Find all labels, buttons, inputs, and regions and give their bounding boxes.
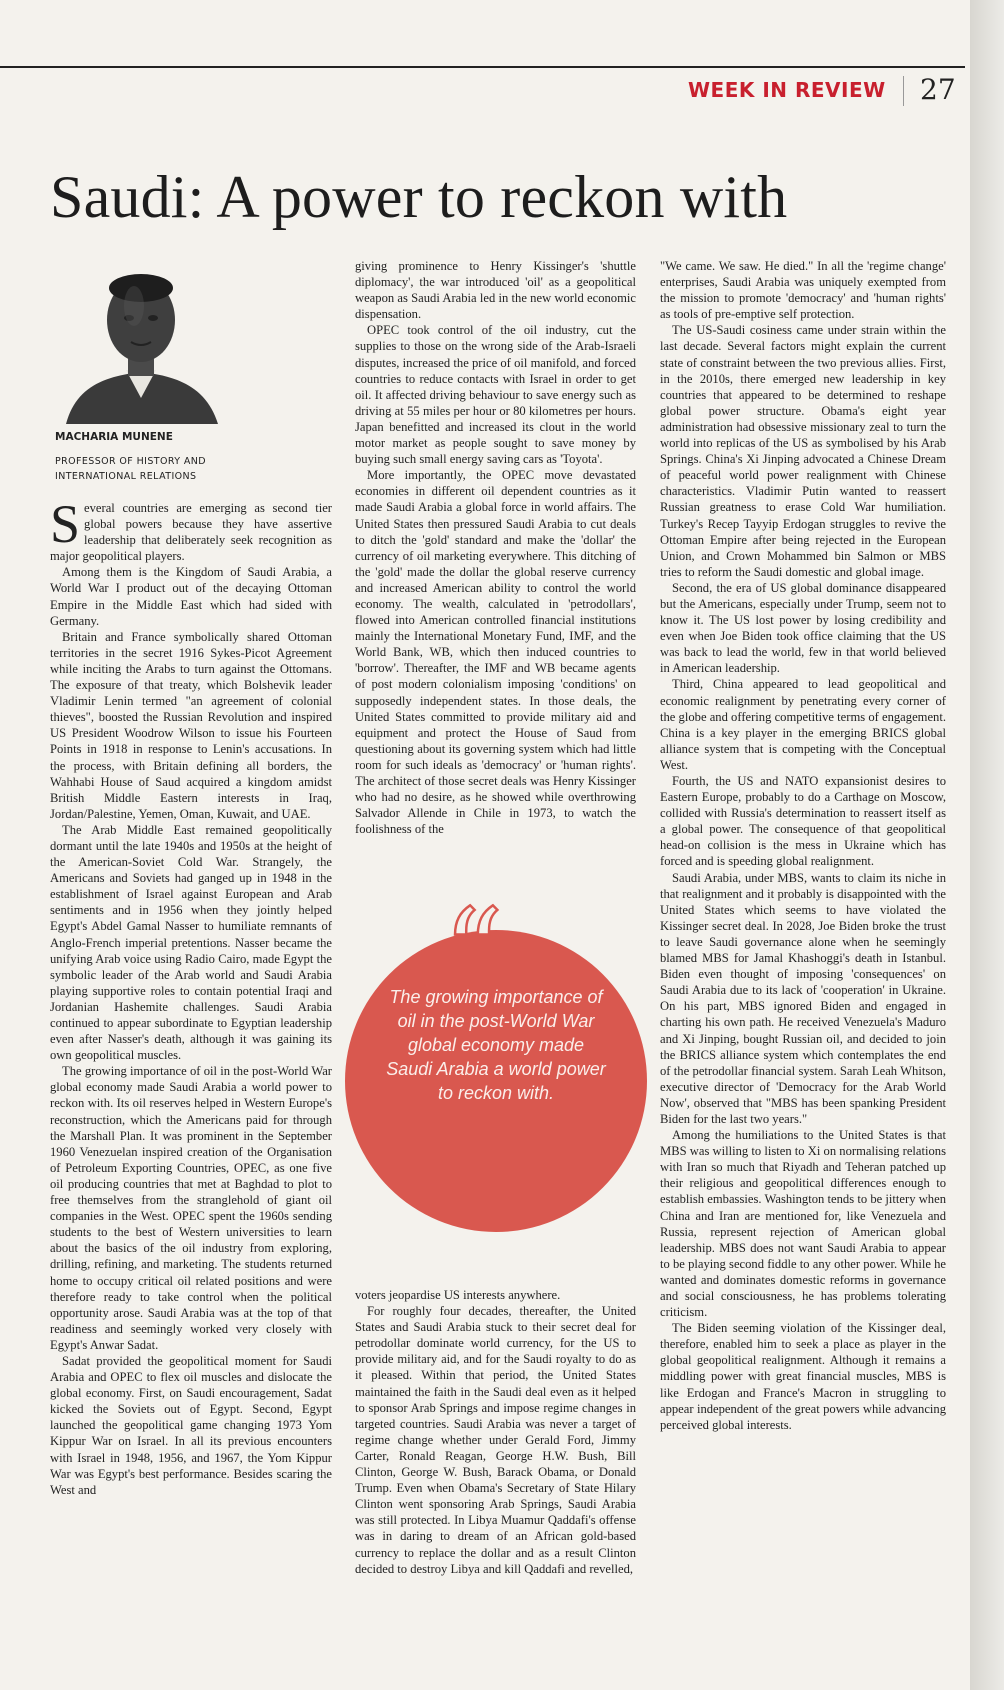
paragraph: For roughly four decades, thereafter, the United States and Saudi Arabia stuck to their secret deal for petrodollar dominate world currency, for the US to provide military aid, and for the Saudi royalty to do as it pleased. Within that period, the United States maintained the faith in the Saudi deal even as it helped to sponsor Arab Springs and impose regime changes in targeted countries. Saudi Arabia was never a target of regime change whether under Gerald Ford, Jimmy Carter, Ronald Reagan, George H.W. Bush, Bill Clinton, George W. Bush, Barack Obama, or Donald Trump. Even when Obama's Secretary of State Hilary Clinton went sponsoring Arab Springs, Saudi Arabia was still protected. In Libya Muamur Qaddafi's offense was in daring to dream of an African gold-based currency to replace the dollar and as a result Clinton decided to destroy Libya and kill Qaddafi and revelled, — [355, 1304, 636, 1576]
page-number: 27 — [920, 73, 956, 106]
article-column-1 — [50, 494, 332, 1498]
paragraph: More importantly, the OPEC move devastated economies in different oil dependent countries as it made Saudi Arabia a global force in world affairs. The United States then pressured Saudi Arabia to cut deals to ditch the 'gold' standard and make the 'dollar' the currency of oil marketing everywhere. This ditching of the 'gold' made the dollar the global reserve currency and increased American ability to control the world economy. The wealth, calculated in 'petrodollars', flowed into American controlled financial institutions mainly the International Monetary Fund, IMF, and the World Bank, WB, which then induced countries to 'borrow'. Thereafter, the IMF and WB became agents of post modern colonialism imposing 'conditions' on supposedly independent states. In those deals, the United States committed to provide military aid and equipment and protect the House of Saud from questioning about its governing system which had little room for such ideals as 'democracy' or 'human rights'. The architect of those secret deals was Henry Kissinger who had no desire, as he showed while overthrowing Salvador Allende in Chile in 1973, to watch the foolishness of the — [355, 468, 636, 837]
paragraph: Sadat provided the geopolitical moment for Saudi Arabia and OPEC to flex oil muscles and dislocate the global economy. First, on Saudi encouragement, Sadat kicked the Soviets out of Egypt. Second, Egypt launched the geopolitical game changing 1973 Yom Kippur War on Israel. In all its previous encounters with Israel in 1948, 1956, and 1967, the Yom Kippur War was Egypt's best performance. Besides scaring the West and — [50, 1353, 332, 1497]
paragraph: Saudi Arabia, under MBS, wants to claim its niche in that realignment and it probably is disappointed with the United States which seems to have violated the Kissinger secret deal. In 2028, Joe Biden broke the trust to leave Saudi governance alone when he seemingly blamed MBS for Jamal Khashoggi's death in Istanbul. Biden even thought of imposing 'consequences' on Saudi Arabia due to its lack of 'cooperation' in Ukraine. On his part, MBS ignored Biden and engaged in charting his own path. He received Venezuela's Maduro and Xi Jinping, bought Russian oil, and decided to join the BRICS alliance system which contemplates the end of the petrodollar financial system. Sarah Leah Whitson, executive director of 'Democracy for the Arab World Now', observed that "MBS has been spanking President Biden for the last two years." — [660, 870, 946, 1126]
paragraph: "We came. We saw. He died." In all the 'regime change' enterprises, Saudi Arabia was uniquely exempted from the mission to promote 'democracy' and 'human rights' as tools of pre-emptive self protection. — [660, 259, 946, 322]
paragraph: Second, the era of US global dominance disappeared but the Americans, especially under Trump, seem not to know it. The US lost power by losing credibility and even when Joe Biden took office claiming that the US was back to lead the world, few in that world believed in American leadership. — [660, 580, 946, 676]
paragraph: Britain and France symbolically shared Ottoman territories in the secret 1916 Sykes-Picot Agreement while inciting the Arabs to turn against the Ottomans. The exposure of that treaty, which Bolshevik leader Vladimir Lenin termed "an agreement of colonial thieves", boosted the Russian Revolution and inspired US President Woodrow Wilson to issue his Fourteen Points in 1918 in response to Lenin's accusations. In the process, with Britain defining all borders, the Wahhabi House of Saud acquired a kingdom amidst British Middle Eastern interests in Iraq, Jordan/Palestine, Yemen, Oman, Kuwait, and UAE. — [50, 629, 332, 821]
section-label: WEEK IN REVIEW — [688, 78, 886, 102]
author-portrait — [56, 258, 226, 424]
page-edge — [970, 0, 1004, 1690]
top-rule — [0, 66, 965, 68]
quote-marks-icon: “ — [443, 883, 504, 1021]
paragraph: The Biden seeming violation of the Kissinger deal, therefore, enabled him to seek a place as player in the global geopolitical realignment. Although it remains a middling power with great financial muscles, MBS is like Erdogan and France's Macron in struggling to appear independent of the great powers while advancing perceived global interests. — [660, 1321, 946, 1432]
paragraph: The US-Saudi cosiness came under strain within the last decade. Several factors might explain the current state of constraint between the two previous allies. First, in the 2010s, there emerged new leadership in key countries that appeared to be determined to reshape global power structure. Obama's eight year administration had obsessive missionary zeal to turn the world into replicas of the US as symbolised by his Arab Springs. China's Xi Jinping advocated a Chinese Dream of peaceful world power realignment with Chinese characteristics. Vladimir Putin wanted to reassert Russian greatness to erase Cold War humiliation. Turkey's Recep Tayyip Erdogan struggles to revive the Ottoman Empire after being rejected in the European Union, and Crown Mohammed bin Salmon or MBS tries to reform the Saudi domestic and global image. — [660, 323, 946, 579]
author-name: MACHARIA MUNENE — [55, 431, 173, 443]
paragraph: The growing importance of oil in the post-World War global economy made Saudi Arabia a world power to reckon with. Its oil reserves helped in Western Europe's reconstruction, which the Americans paid for through the Marshall Plan. It was prominent in the September 1960 Venezuelan inspired creation of the Organisation of Petroleum Exporting Countries, OPEC, as one five oil producing countries that met at Baghdad to plot to free themselves from the stranglehold of giant oil companies in the West. OPEC spent the 1960s sending students to the best of Western universities to learn about the basics of the oil industry from exploring, drilling, refining, and marketing. The students returned home to occupy critical oil related positions and were therefore ready to take control when the political opportunity arose. Saudi Arabia was at the top of that readiness and seemingly worked very closely with Egypt's Anwar Sadat. — [50, 1064, 332, 1352]
pullquote: The growing importance of oil in the post-World War global economy made Saudi Arabia a world power to reckon with. — [386, 987, 606, 1103]
headline: Saudi: A power to reckon with — [50, 164, 788, 230]
paragraph: everal countries are emerging as second tier global powers because they have assertive leadership that deliberately seek recognition as major geopolitical players. — [50, 501, 332, 564]
article-column-2 — [355, 258, 636, 837]
page-separator — [903, 76, 904, 106]
paragraph: The Arab Middle East remained geopolitically dormant until the late 1940s and 1950s at the height of the American-Soviet Cold War. Strangely, the Americans and Soviets had ganged up in 1948 in the establishment of Israel against European and Arab sentiments and in 1956 when they jointly helped Egypt's Abdel Gamal Nasser to humiliate remnants of Anglo-French imperial pretentions. Nasser became the unifying Arab voice using Radio Cairo, made Egypt the symbolic leader of the Arab world and Saudi Arabia playing supportive roles to contain potential Iraqi and Jordanian Hashemite challenges. Saudi Arabia continued to appear subordinate to Egyptian leadership even after Nasser's death, although it was gaining its own geopolitical muscles. — [50, 822, 332, 1063]
article-column-3 — [660, 258, 946, 1433]
paragraph: Among them is the Kingdom of Saudi Arabia, a World War I product out of the decaying Ottoman Empire in the Middle East which had sided with Germany. — [50, 565, 332, 628]
author-title: PROFESSOR OF HISTORY AND INTERNATIONAL RELATIONS — [55, 456, 206, 482]
paragraph: giving prominence to Henry Kissinger's 'shuttle diplomacy', the war introduced 'oil' as a geopolitical weapon as Saudi Arabia led in the new world economic dispensation. — [355, 259, 636, 322]
paragraph: voters jeopardise US interests anywhere. — [355, 1288, 561, 1302]
article-column-2-continued — [355, 1287, 636, 1577]
paragraph: Among the humiliations to the United States is that MBS was willing to listen to Xi on normalising relations with Iran so much that Riyadh and Teheran patched up their religious and geopolitical differences enough to establish embassies. Washington tends to be jittery when China and Iran are mentioned for, like Venezuela and Russia, represent rejection of American global leadership. MBS does not want Saudi Arabia to appear to be playing second fiddle to any other power. While he wanted and dominates domestic reforms in governance and social consciousness, he has problems tolerating criticism. — [660, 1128, 946, 1320]
paragraph: Third, China appeared to lead geopolitical and economic realignment by penetrating every corner of the globe and offering competitive terms of engagement. China is a key player in the emerging BRICS global alliance system that is competing with the Conceptual West. — [660, 677, 946, 772]
paragraph: OPEC took control of the oil industry, cut the supplies to those on the wrong side of the Arab-Israeli disputes, increased the price of oil manifold, and forced countries to reduce contacts with Israel in order to get oil. It affected driving behaviour to save energy such as driving at 55 miles per hour or 80 kilometres per hours. Japan benefitted and increased its clout in the world motor market as people sought to save money by buying such small energy saving cars as 'Toyota'. — [355, 323, 636, 467]
drop-cap: S — [50, 494, 81, 554]
paragraph: Fourth, the US and NATO expansionist desires to Eastern Europe, probably to do a Carthage on Moscow, collided with Russia's determination to reassert itself as a global power. The consequence of that geopolitical head-on collision is the mess in Ukraine which has forced and is speeding global realignment. — [660, 774, 946, 869]
